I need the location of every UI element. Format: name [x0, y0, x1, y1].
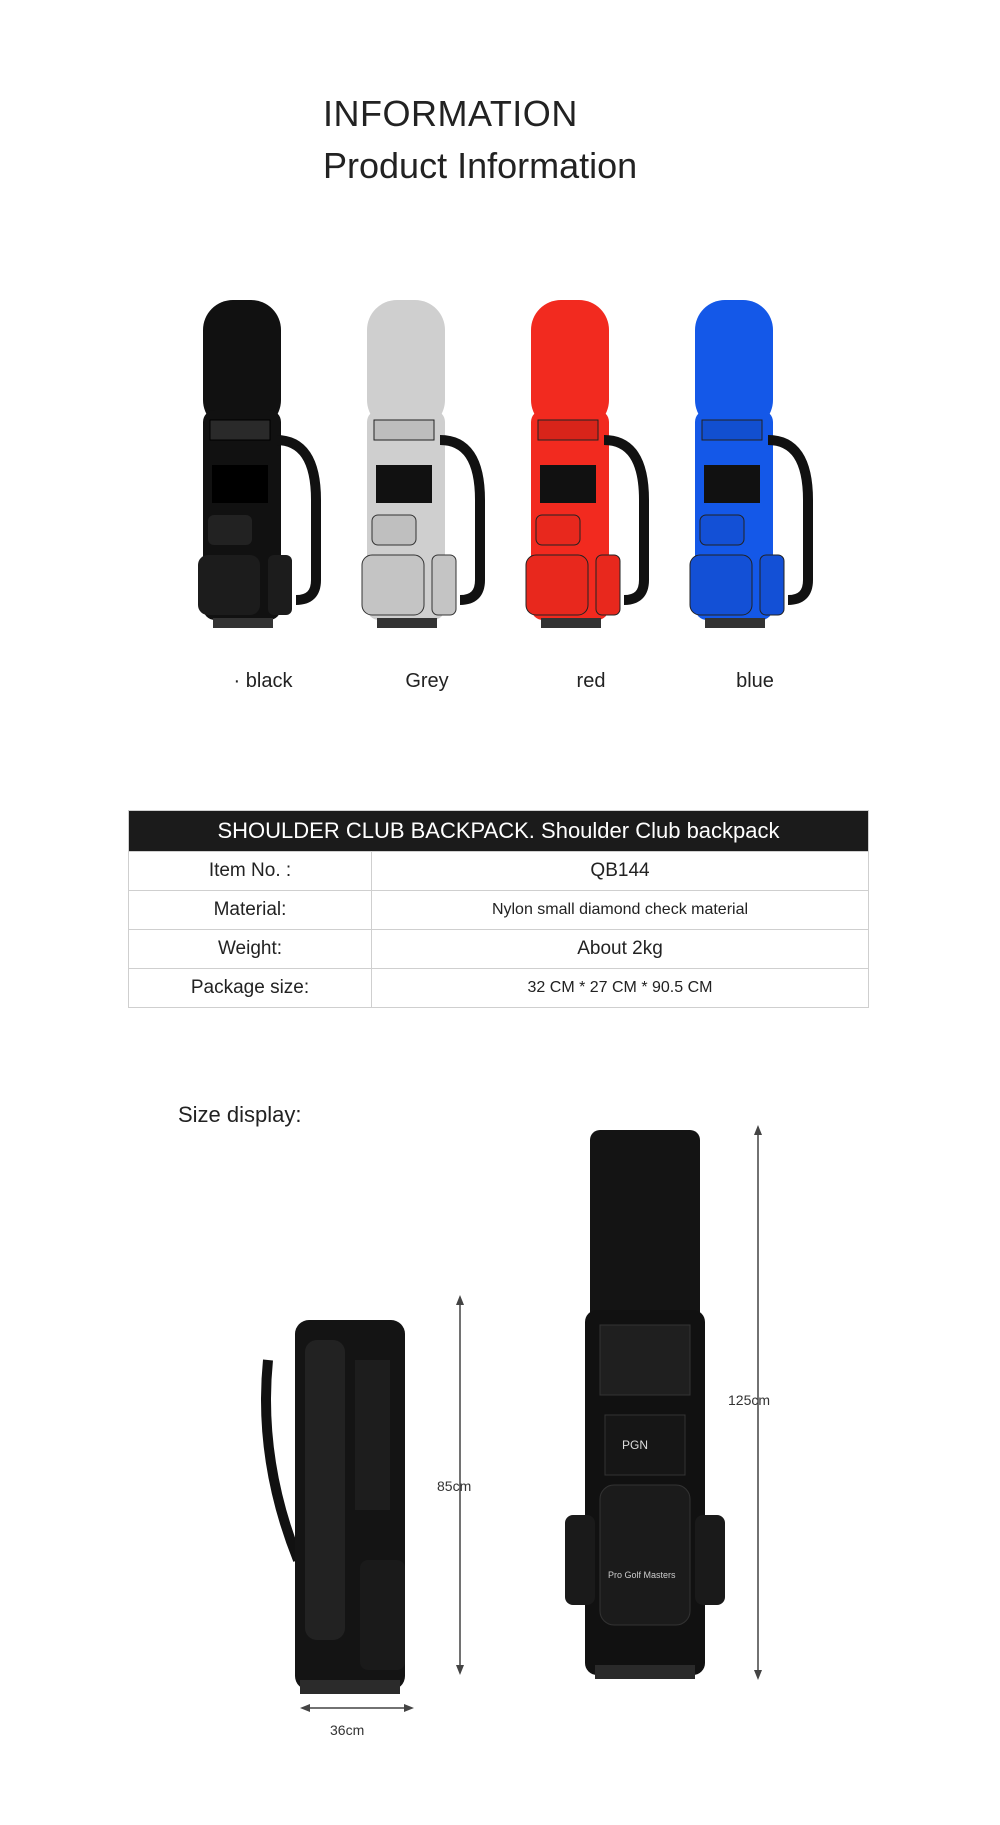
spec-key: Weight: — [129, 930, 372, 969]
table-row — [129, 969, 869, 1008]
dim-width: 36cm — [330, 1722, 365, 1738]
table-row — [129, 891, 869, 930]
golf-bag-side-view — [240, 1300, 440, 1720]
variant-black[interactable] — [188, 280, 338, 710]
section-title: INFORMATION — [323, 93, 578, 134]
spec-value: QB144 — [372, 852, 869, 891]
spec-table — [128, 810, 869, 1008]
table-row — [129, 852, 869, 891]
variant-label: Grey — [405, 670, 449, 692]
variant-label: red — [576, 670, 606, 692]
golf-bag-image-blue — [680, 280, 830, 660]
golf-bag-image-grey — [352, 280, 502, 660]
dim-height-extended: 125cm — [728, 1392, 771, 1408]
color-variants — [150, 280, 810, 710]
spec-value: About 2kg — [372, 930, 869, 969]
info-heading — [323, 88, 637, 192]
spec-value: Nylon small diamond check material — [372, 891, 869, 930]
golf-bag-front-view — [550, 1125, 730, 1685]
variant-label: · black — [233, 670, 293, 692]
variant-blue[interactable] — [680, 280, 830, 710]
table-row — [129, 930, 869, 969]
spec-value: 32 CM * 27 CM * 90.5 CM — [372, 969, 869, 1008]
golf-bag-image-red — [516, 280, 666, 660]
variant-red[interactable] — [516, 280, 666, 710]
golf-bag-image-black — [188, 280, 338, 660]
spec-key: Material: — [129, 891, 372, 930]
section-subtitle: Product Information — [323, 145, 638, 186]
bag-brand-text: PGN — [622, 1438, 649, 1452]
size-display-label: Size display: — [178, 1102, 302, 1127]
table-title-row — [129, 811, 869, 852]
dim-height-closed: 85cm — [437, 1478, 472, 1494]
spec-key: Package size: — [129, 969, 372, 1008]
spec-key: Item No. : — [129, 852, 372, 891]
variant-label: blue — [736, 670, 774, 692]
table-title: SHOULDER CLUB BACKPACK. Shoulder Club backpack — [129, 811, 869, 852]
width-arrow — [300, 1700, 414, 1716]
bag-subbrand-text: Pro Golf Masters — [608, 1570, 676, 1580]
variant-grey[interactable] — [352, 280, 502, 710]
